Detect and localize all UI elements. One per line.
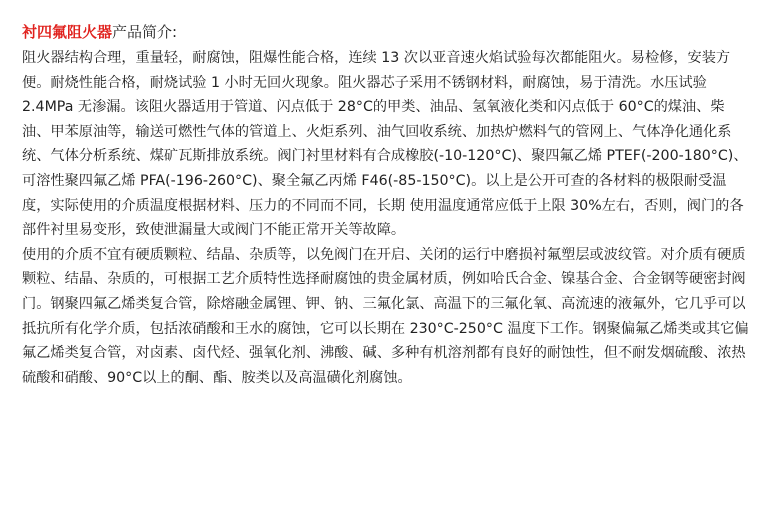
product-name: 衬四氟阻火器 [22, 23, 113, 41]
paragraph-media-usage: 使用的介质不宜有硬质颗粒、结晶、杂质等，以免阀门在开启、关闭的运行中磨损衬氟塑层或波纹管。对介质有硬质颗粒、结晶、杂质的，可根据工艺介质特性选择耐腐蚀的贵金属材质，例如哈氏合金、镍基合金、合金钢等硬密封阀门。钢聚四氟乙烯类复合管，除熔融金属锂、钾、钠、三氟化氯、高温下的三氟化氧、高流速的液氟外，它几乎可以抵抗所有化学介质，包括浓硝酸和王水的腐蚀，它可以长期在 230°C-250°C 温度下工作。钢聚偏氟乙烯类或其它偏氟乙烯类复合管，对卤素、卤代烃、强氧化剂、沸酸、碱、多种有机溶剂都有良好的耐蚀性，但不耐发烟硫酸、浓热硫酸和硝酸、90°C以上的酮、酯、胺类以及高温磺化剂腐蚀。 [22, 246, 749, 386]
intro-heading [22, 21, 749, 43]
paragraph-specs: 阻火器结构合理，重量轻，耐腐蚀，阻爆性能合格，连续 13 次以亚音速火焰试验每次都能阻火。易检修，安装方便。耐烧性能合格，耐烧试验 1 小时无回火现象。阻火器芯子采用不锈钢材料，耐腐蚀，易于清洗。水压试验 2.4MPa 无渗漏。该阻火器适用于管道、闪点低于 28°C的甲类、油品、氢氧液化类和闪点低于 60°C的煤油、柴油、甲苯原油等，输送可燃性气体的管道上、火炬系列、油气回收系统、加热炉燃料气的管网上、气体净化通化系统、气体分析系统、煤矿瓦斯排放系统。阀门衬里材料有合成橡胶(-10-120°C)、聚四氟乙烯 PTEF(-200-180°C)、可溶性聚四氟乙烯 PFA(-196-260°C)、聚全氟乙丙烯 F46(-85-150°C)。以上是公开可查的各材料的极限耐受温度，实际使用的介质温度根据材料、压力的不同而不同，长期 使用温度通常应低于上限 30%左右，否则，阀门的各部件衬里易变形，致使泄漏量大或阀门不能正常开关等故障。 [22, 50, 748, 239]
heading-suffix: 产品简介: [112, 23, 178, 41]
